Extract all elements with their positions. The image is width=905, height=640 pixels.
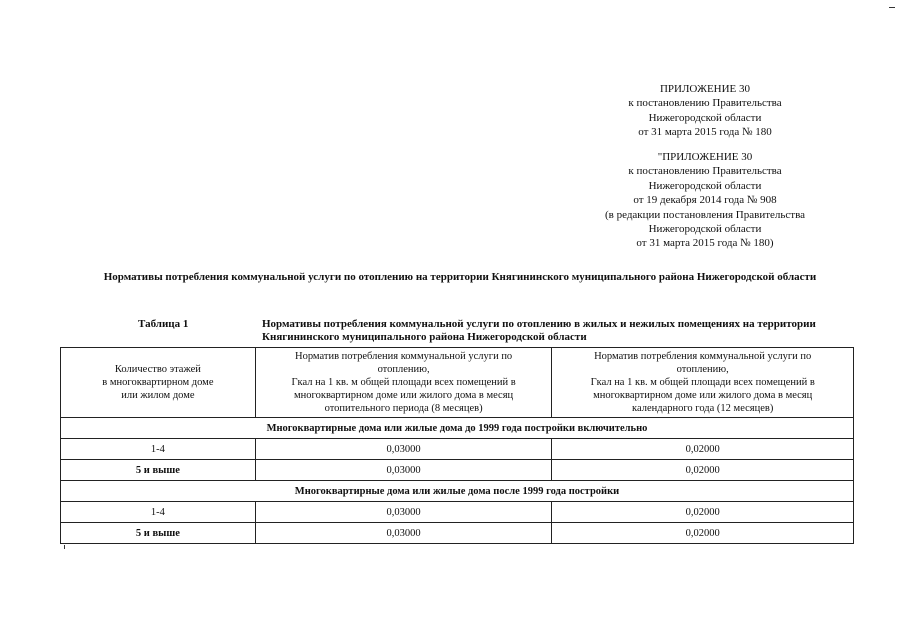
section-title: Многоквартирные дома или жилые дома до 1999 года постройки включительно [61, 418, 854, 439]
header-text: многоквартирном доме или жилого дома в месяц [593, 390, 813, 401]
document-title: Нормативы потребления коммунальной услуги по отоплению на территории Княгининского муниципального района Нижегородской области [103, 271, 817, 283]
header-text: Норматив потребления коммунальной услуги по [294, 351, 513, 362]
appendix-line: Нижегородской области [648, 111, 762, 124]
section-row-after-1999 [61, 481, 854, 502]
cell-heat-12: 0,02000 [552, 439, 854, 460]
header-text: или жилом доме [121, 390, 195, 401]
appendix-line: от 31 марта 2015 года № 180) [636, 237, 774, 250]
appendix-header-current [545, 82, 865, 140]
header-text: многоквартирном доме или жилого дома в месяц [294, 390, 514, 401]
cell-floors: 5 и выше [61, 523, 256, 544]
scan-mark [64, 545, 65, 549]
cell-heat-8: 0,03000 [255, 460, 552, 481]
table-row [61, 460, 854, 481]
header-text: календарного года (12 месяцев) [632, 403, 774, 414]
cell-floors: 1-4 [61, 439, 256, 460]
section-title: Многоквартирные дома или жилые дома после 1999 года постройки [61, 481, 854, 502]
cell-heat-8: 0,03000 [255, 523, 552, 544]
header-text: отоплению, [377, 364, 430, 375]
cell-heat-12: 0,02000 [552, 460, 854, 481]
cell-heat-8: 0,03000 [255, 439, 552, 460]
header-text: в многоквартирном доме [102, 377, 214, 388]
appendix-line: "ПРИЛОЖЕНИЕ 30 [657, 151, 753, 163]
header-text: отоплению, [676, 364, 729, 375]
cell-heat-8: 0,03000 [255, 502, 552, 523]
cell-floors: 5 и выше [61, 460, 256, 481]
appendix-line: к постановлению Правительства [628, 97, 782, 110]
appendix-line: к постановлению Правительства [628, 165, 782, 178]
table-row [61, 439, 854, 460]
cell-heat-12: 0,02000 [552, 502, 854, 523]
header-text: Гкал на 1 кв. м общей площади всех помещений в [291, 377, 516, 388]
appendix-line: ПРИЛОЖЕНИЕ 30 [659, 83, 751, 95]
table-row [61, 502, 854, 523]
header-heat-8-months [255, 348, 552, 418]
section-row-before-1999 [61, 418, 854, 439]
appendix-line: (в редакции постановления Правительства [604, 208, 806, 221]
table-caption: Нормативы потребления коммунальной услуги по отоплению в жилых и нежилых помещениях на территории Княгининского муниципального района Нижегородской области [262, 318, 816, 343]
table-header-row [61, 348, 854, 418]
table-row [61, 523, 854, 544]
cell-floors: 1-4 [61, 502, 256, 523]
appendix-line: Нижегородской области [648, 223, 762, 236]
header-heat-12-months [552, 348, 854, 418]
norms-table [60, 347, 854, 544]
header-text: Норматив потребления коммунальной услуги по [594, 351, 812, 362]
header-text: Количество этажей [114, 364, 201, 375]
header-floors [61, 348, 256, 418]
table-label: Таблица 1 [138, 318, 189, 330]
appendix-line: от 31 марта 2015 года № 180 [638, 126, 772, 139]
appendix-line: Нижегородской области [648, 179, 762, 192]
scan-mark [889, 7, 895, 8]
cell-heat-12: 0,02000 [552, 523, 854, 544]
appendix-header-original [545, 150, 865, 251]
header-text: Гкал на 1 кв. м общей площади всех помещений в [590, 377, 815, 388]
appendix-line: от 19 декабря 2014 года № 908 [633, 194, 777, 207]
header-text: отопительного периода (8 месяцев) [324, 403, 483, 414]
